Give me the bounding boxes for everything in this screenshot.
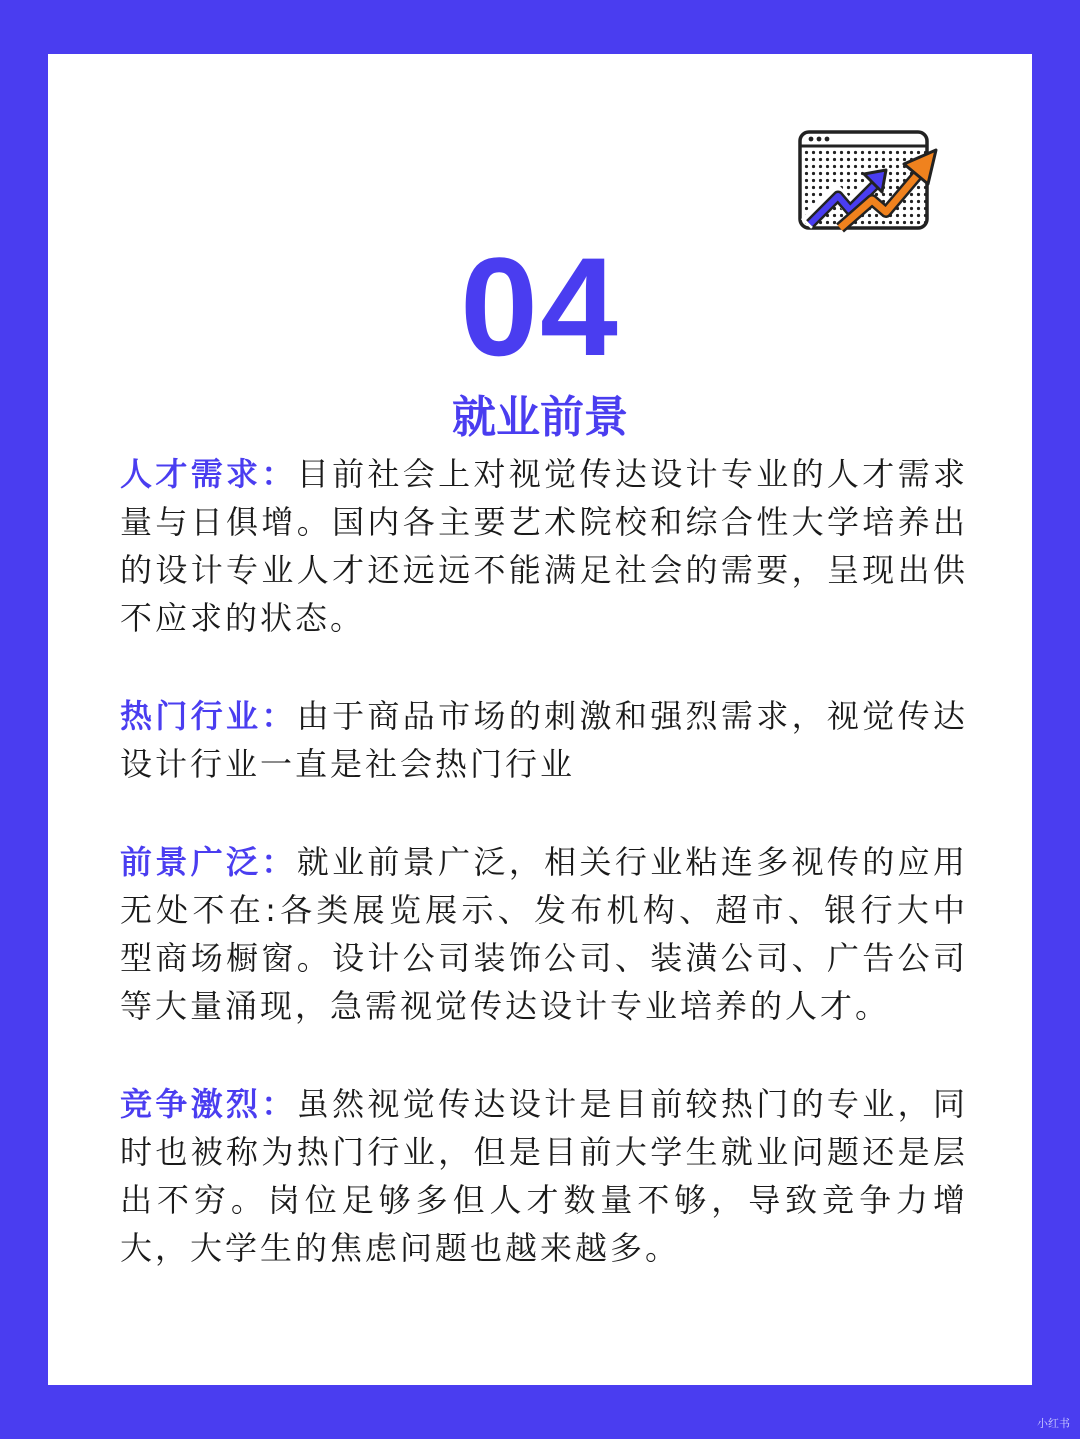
- section-label: 人才需求：: [120, 455, 297, 493]
- section-text: 就业前景广泛，相关行业粘连多视传的应用无处不在:各类展览展示、发布机构、超市、银行大中型商场橱窗。设计公司装饰公司、装潢公司、广告公司等大量涌现，急需视觉传达设计专业培养的人才。: [120, 843, 968, 1025]
- section-talent-demand: [120, 450, 968, 642]
- content-card: [48, 54, 1032, 1385]
- section-text: 由于商品市场的刺激和强烈需求，视觉传达设计行业一直是社会热门行业: [120, 697, 968, 783]
- sections: [120, 450, 968, 1272]
- section-number: 04: [460, 228, 620, 385]
- page-title: 就业前景: [452, 392, 628, 443]
- section-broad-prospects: [120, 838, 968, 1030]
- section-hot-industry: [120, 692, 968, 788]
- watermark: 小红书: [1037, 1417, 1070, 1430]
- section-text: 目前社会上对视觉传达设计专业的人才需求量与日俱增。国内各主要艺术院校和综合性大学培养出的设计专业人才还远远不能满足社会的需要，呈现出供不应求的状态。: [120, 455, 968, 637]
- section-label: 热门行业：: [120, 697, 297, 735]
- growth-chart-icon: [796, 128, 941, 236]
- section-label: 竞争激烈：: [120, 1085, 297, 1123]
- section-label: 前景广泛：: [120, 843, 297, 881]
- section-fierce-competition: [120, 1080, 968, 1272]
- section-text: 虽然视觉传达设计是目前较热门的专业，同时也被称为热门行业，但是目前大学生就业问题还是层出不穷。岗位足够多但人才数量不够，导致竞争力增大，大学生的焦虑问题也越来越多。: [120, 1085, 968, 1267]
